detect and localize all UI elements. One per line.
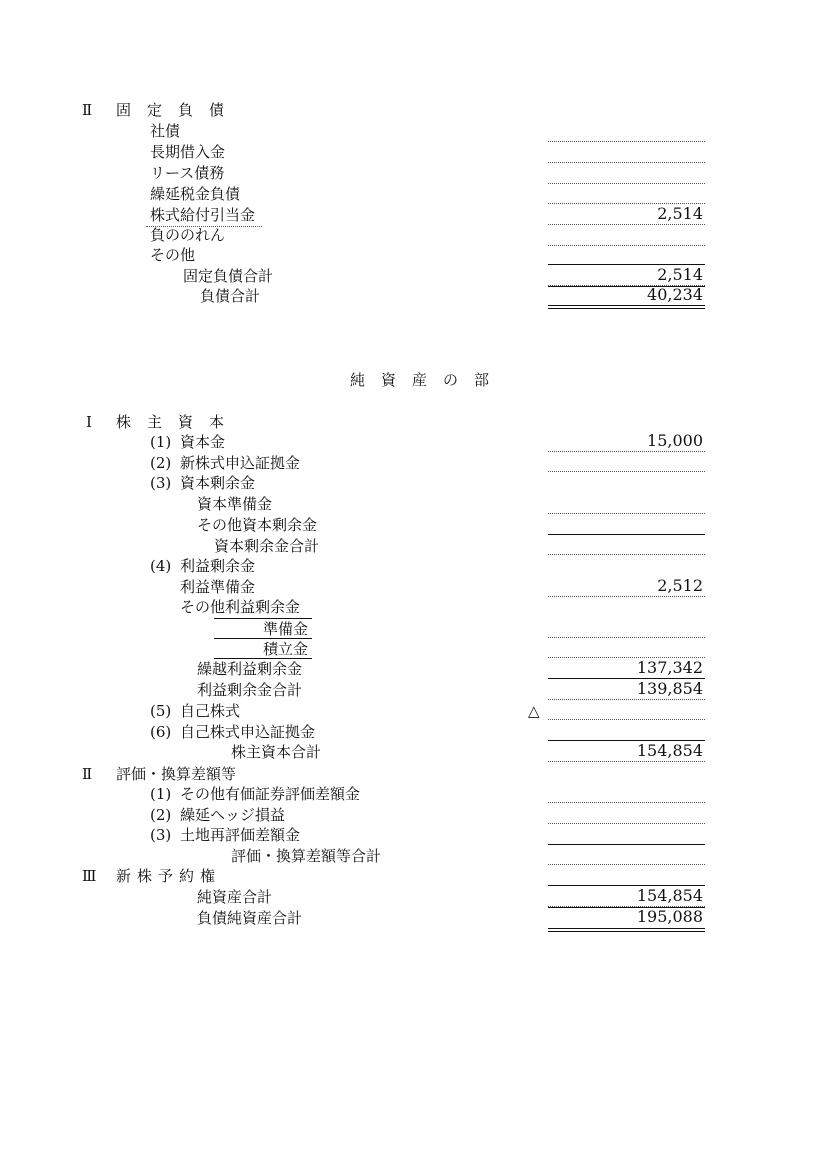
negative-goodwill-label: 負ののれん bbox=[150, 226, 226, 244]
retained-earnings-num: (4) bbox=[150, 557, 172, 575]
stock-acquisition-heading: 新株予約権 bbox=[116, 867, 222, 885]
other-capital-surplus-label: その他資本剰余金 bbox=[197, 516, 318, 534]
share-benefit-provision-amount: 2,514 bbox=[657, 204, 703, 223]
legal-retained-reserve-label: 利益準備金 bbox=[180, 578, 256, 596]
deferred-hedge-num: (2) bbox=[150, 806, 172, 824]
capital-reserve-label: 資本準備金 bbox=[197, 495, 273, 513]
capital-stock-amount: 15,000 bbox=[647, 431, 703, 450]
reserve-label: 準備金 bbox=[263, 620, 309, 638]
valuation-total-label: 評価・換算差額等合計 bbox=[231, 847, 382, 865]
new-share-deposit-label: 新株式申込証拠金 bbox=[180, 454, 301, 472]
share-benefit-provision-label: 株式給付引当金 bbox=[150, 206, 256, 224]
fixed-liabilities-heading: 固定負債 bbox=[116, 101, 241, 119]
reserve-bottom-rule bbox=[214, 638, 312, 639]
capital-reserve-amount-line bbox=[548, 513, 705, 514]
negative-triangle-icon: △ bbox=[528, 702, 540, 720]
capital-surplus-subtotal-rule bbox=[548, 534, 705, 535]
retained-earnings-label: 利益剰余金 bbox=[180, 557, 256, 575]
new-share-deposit-num: (2) bbox=[150, 454, 172, 472]
accumulated-reserve-label: 積立金 bbox=[263, 640, 309, 658]
retained-earnings-total-amount: 139,854 bbox=[636, 679, 703, 698]
fixed-liabilities-num: Ⅱ bbox=[82, 101, 93, 119]
treasury-deposit-num: (6) bbox=[150, 723, 172, 741]
retained-earnings-total-label: 利益剰余金合計 bbox=[197, 681, 303, 699]
land-revaluation-label: 土地再評価差額金 bbox=[180, 826, 301, 844]
deferred-hedge-amount-line bbox=[548, 823, 705, 824]
grand-total-double-rule bbox=[548, 928, 705, 932]
liabilities-net-assets-total-label: 負債純資産合計 bbox=[197, 909, 303, 927]
liabilities-total-label: 負債合計 bbox=[200, 287, 261, 305]
net-assets-total-label: 純資産合計 bbox=[197, 888, 273, 906]
reserve-amount-line bbox=[548, 637, 705, 638]
capital-surplus-total-label: 資本剰余金合計 bbox=[214, 537, 320, 555]
capital-stock-amount-line bbox=[548, 451, 705, 452]
liabilities-total-double-rule bbox=[548, 305, 705, 309]
liabilities-net-assets-total-amount: 195,088 bbox=[636, 907, 703, 926]
stock-acquisition-num: Ⅲ bbox=[82, 867, 97, 885]
shareholders-equity-total-amount: 154,854 bbox=[636, 741, 703, 760]
share-benefit-provision-amount-line bbox=[548, 224, 705, 225]
valuation-heading: 評価・換算差額等 bbox=[116, 765, 237, 783]
shareholders-equity-total-label: 株主資本合計 bbox=[231, 743, 322, 761]
fixed-liabilities-total-label: 固定負債合計 bbox=[183, 267, 274, 285]
fixed-liabilities-total-amount: 2,514 bbox=[657, 265, 703, 284]
treasury-stock-num: (5) bbox=[150, 702, 172, 720]
lease-obligations-label: リース債務 bbox=[150, 164, 225, 182]
valuation-num: Ⅱ bbox=[82, 765, 93, 783]
other-fixed-liabilities-label: その他 bbox=[150, 246, 196, 264]
capital-stock-num: (1) bbox=[150, 433, 172, 451]
net-assets-total-amount: 154,854 bbox=[636, 886, 703, 905]
deferred-tax-liabilities-label: 繰延税金負債 bbox=[150, 185, 241, 203]
bonds-amount-line bbox=[548, 141, 705, 142]
deferred-hedge-label: 繰延ヘッジ損益 bbox=[180, 806, 286, 824]
liabilities-total-amount: 40,234 bbox=[647, 285, 703, 304]
treasury-deposit-label: 自己株式申込証拠金 bbox=[180, 723, 316, 741]
securities-valuation-amount-line bbox=[548, 802, 705, 803]
treasury-stock-amount-line bbox=[548, 719, 705, 720]
carried-forward-amount: 137,342 bbox=[636, 658, 703, 677]
shareholders-equity-num: Ⅰ bbox=[86, 413, 92, 431]
reserve-top-rule bbox=[214, 618, 312, 619]
lease-obligations-amount-line bbox=[548, 183, 705, 184]
capital-surplus-label: 資本剰余金 bbox=[180, 474, 256, 492]
valuation-subtotal-rule bbox=[548, 844, 705, 845]
long-term-loans-label: 長期借入金 bbox=[150, 143, 226, 161]
land-revaluation-num: (3) bbox=[150, 826, 172, 844]
securities-valuation-num: (1) bbox=[150, 785, 172, 803]
carried-forward-label: 繰越利益剰余金 bbox=[197, 660, 303, 678]
legal-retained-reserve-amount-line bbox=[548, 596, 705, 597]
net-assets-section-title: 純資産の部 bbox=[350, 371, 506, 389]
new-share-deposit-amount-line bbox=[548, 471, 705, 472]
capital-surplus-total-line bbox=[548, 554, 705, 555]
retained-earnings-total-line bbox=[548, 699, 705, 700]
capital-stock-label: 資本金 bbox=[180, 433, 226, 451]
legal-retained-reserve-amount: 2,512 bbox=[657, 576, 703, 595]
shareholders-equity-heading: 株主資本 bbox=[116, 413, 241, 431]
valuation-total-line bbox=[548, 864, 705, 865]
long-term-loans-amount-line bbox=[548, 162, 705, 163]
securities-valuation-label: その他有価証券評価差額金 bbox=[180, 785, 361, 803]
treasury-stock-label: 自己株式 bbox=[180, 702, 241, 720]
bonds-label: 社債 bbox=[150, 122, 181, 140]
negative-goodwill-amount-line bbox=[548, 245, 705, 246]
other-retained-earnings-label: その他利益剰余金 bbox=[180, 598, 301, 616]
shareholders-equity-total-line bbox=[548, 761, 705, 762]
capital-surplus-num: (3) bbox=[150, 474, 172, 492]
accumulated-reserve-bottom-rule bbox=[214, 658, 312, 659]
